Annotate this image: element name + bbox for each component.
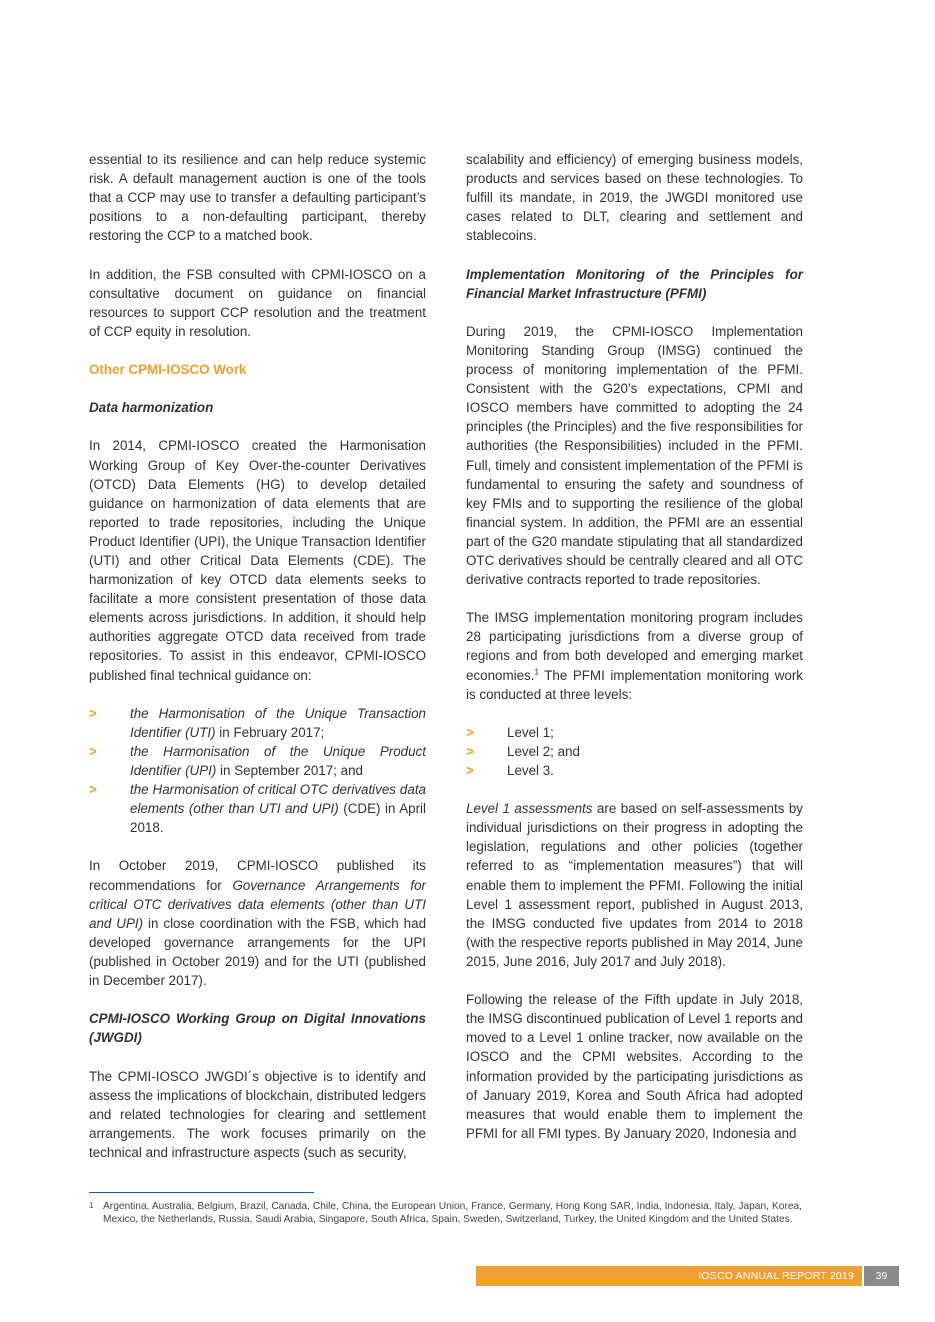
chevron-right-icon: > [466,724,474,740]
list-item-text: in September 2017; and [216,763,363,778]
paragraph: essential to its resilience and can help reduce systemic risk. A default management auction is one of the tools that a CCP may use to transfer a defaulting participant’s positions to a non-defaulting participant, thereby restoring the CCP to a matched book. [89,152,426,244]
paragraph: Following the release of the Fifth update in July 2018, the IMSG discontinued publication of Level 1 reports and moved to a Level 1 online tracker, now available on the IOSCO and the CPMI websites. According to the information provided by the participating jurisdictions as of January 2019, Korea and South Africa had adopted measures that would enable them to implement the PFMI for all FMI types. By January 2020, Indonesia and [466,992,803,1141]
footnote-number: 1 [89,1201,94,1210]
paragraph [466,608,803,703]
footnote-text: Argentina, Australia, Belgium, Brazil, Canada, Chile, China, the European Union, France, Germany, Hong Kong SAR, India, Indonesia, Italy, Japan, Korea, Mexico, the Netherlands, Russia, Saudi Arabia, Singapore, South Africa, Spain, Sweden, Switzerland, Turkey, the United Kingdom and the United States. [103,1201,802,1225]
text-run: are based on self-assessments by individual jurisdictions on their progress in adopting the legislation, regulations and other policies (together referred to as “implementation measures”) that will enable them to implement the PFMI. Following the initial Level 1 assessment report, published in August 2013, the IMSG conducted five updates from 2014 to 2018 (with the respective reports published in May 2014, June 2015, June 2016, July 2017 and July 2018). [466,801,803,969]
list-item [466,723,803,742]
chevron-right-icon: > [89,743,97,759]
paragraph: The CPMI-IOSCO JWGDI´s objective is to identify and assess the implications of blockchain, distributed ledgers and related technologies for clearing and settlement arrangements. The work focuses primarily on the technical and infrastructure aspects (such as security, [89,1068,426,1160]
chevron-right-icon: > [89,705,97,721]
bullet-list [466,723,803,780]
list-item-text: Level 2; and [507,743,580,759]
chevron-right-icon: > [89,782,97,798]
list-item-title: the Harmonisation of the Unique Product Identifier (UPI) [130,743,426,778]
list-item-text: (CDE) in April 2018. [130,801,426,836]
footnote-divider [89,1192,314,1193]
italic-title: Level 1 assessments [466,801,593,817]
page-number: 39 [864,1266,899,1286]
text-run: The PFMI implementation monitoring work is conducted at three levels: [466,667,803,702]
list-item [89,780,426,837]
list-item [89,742,426,780]
right-column [466,150,803,1143]
paragraph: In addition, the FSB consulted with CPMI-IOSCO on a consultative document on guidance on financial resources to support CCP resolution and the treatment of CCP equity in resolution. [89,266,426,339]
italic-title: Governance Arrangements for critical OTC derivatives data elements (other than UTI and UPI) [89,877,426,931]
list-item [466,742,803,761]
footnote [89,1201,802,1226]
paragraph: scalability and efficiency) of emerging business models, products and services based on these technologies. To fulfill its mandate, in 2019, the JWGDI monitored use cases related to DLT, clearing and settlement and stablecoins. [466,152,803,244]
chevron-right-icon: > [466,743,474,759]
list-item [89,704,426,742]
chevron-right-icon: > [466,763,474,778]
left-column [89,150,426,1162]
subsection-heading: Data harmonization [89,400,214,416]
footer-report-label: IOSCO ANNUAL REPORT 2019 [476,1266,862,1286]
list-item [466,761,803,780]
paragraph: In 2014, CPMI-IOSCO created the Harmonisation Working Group of Key Over-the-counter Derivatives (OTCD) Data Elements (HG) to develop detailed guidance on harmonization of data elements that are reported to trade repositories, including the Unique Product Identifier (UPI), the Unique Transaction Identifier (UTI) and other Critical Data Elements (CDE). The harmonization of key OTCD data elements seeks to facilitate a more consistent presentation of those data elements across jurisdictions. In addition, it should help authorities aggregate OTCD data received from trade repositories. To assist in this endeavor, CPMI-IOSCO published final technical guidance on: [89,438,426,683]
paragraph [89,856,426,990]
bullet-list [89,704,426,838]
subsection-heading: CPMI-IOSCO Working Group on Digital Innovations (JWGDI) [89,1011,426,1046]
text-run: in close coordination with the FSB, which had developed governance arrangements for the UPI (published in October 2019) and for the UTI (published in December 2017). [89,915,427,989]
text-run: The IMSG implementation monitoring program includes 28 participating jurisdictions from a diverse group of regions and from both developed and emerging market economies. [466,610,803,683]
paragraph: During 2019, the CPMI-IOSCO Implementation Monitoring Standing Group (IMSG) continued the process of monitoring implementation of the PFMI. Consistent with the G20’s expectations, CPMI and IOSCO members have committed to adopting the 24 principles (the Principles) and the five responsibilities for authorities (the Responsibilities) included in the PFMI. Full, timely and consistent implementation of the PFMI is fundamental to ensuring the safety and soundness of key FMIs and to supporting the resilience of the global financial system. In addition, the PFMI are an essential part of the G20 mandate stipulating that all standardized OTC derivatives should be centrally cleared and all OTC derivative contracts reported to trade repositories. [466,323,803,588]
subsection-heading: Implementation Monitoring of the Principles for Financial Market Infrastructure (PFMI) [466,266,803,301]
list-item-text: in February 2017; [215,724,325,740]
list-item-title: the Harmonisation of the Unique Transaction Identifier (UTI) [130,705,426,740]
list-item-text: Level 1; [507,724,554,740]
list-item-text: Level 3. [507,763,554,778]
footnote-ref: 1 [534,667,539,677]
text-run: In October 2019, CPMI-IOSCO published its recommendations for [89,858,426,893]
list-item-title: the Harmonisation of critical OTC derivatives data elements (other than UTI and UPI) [130,782,426,817]
paragraph [466,799,803,971]
section-heading: Other CPMI-IOSCO Work [89,362,247,378]
